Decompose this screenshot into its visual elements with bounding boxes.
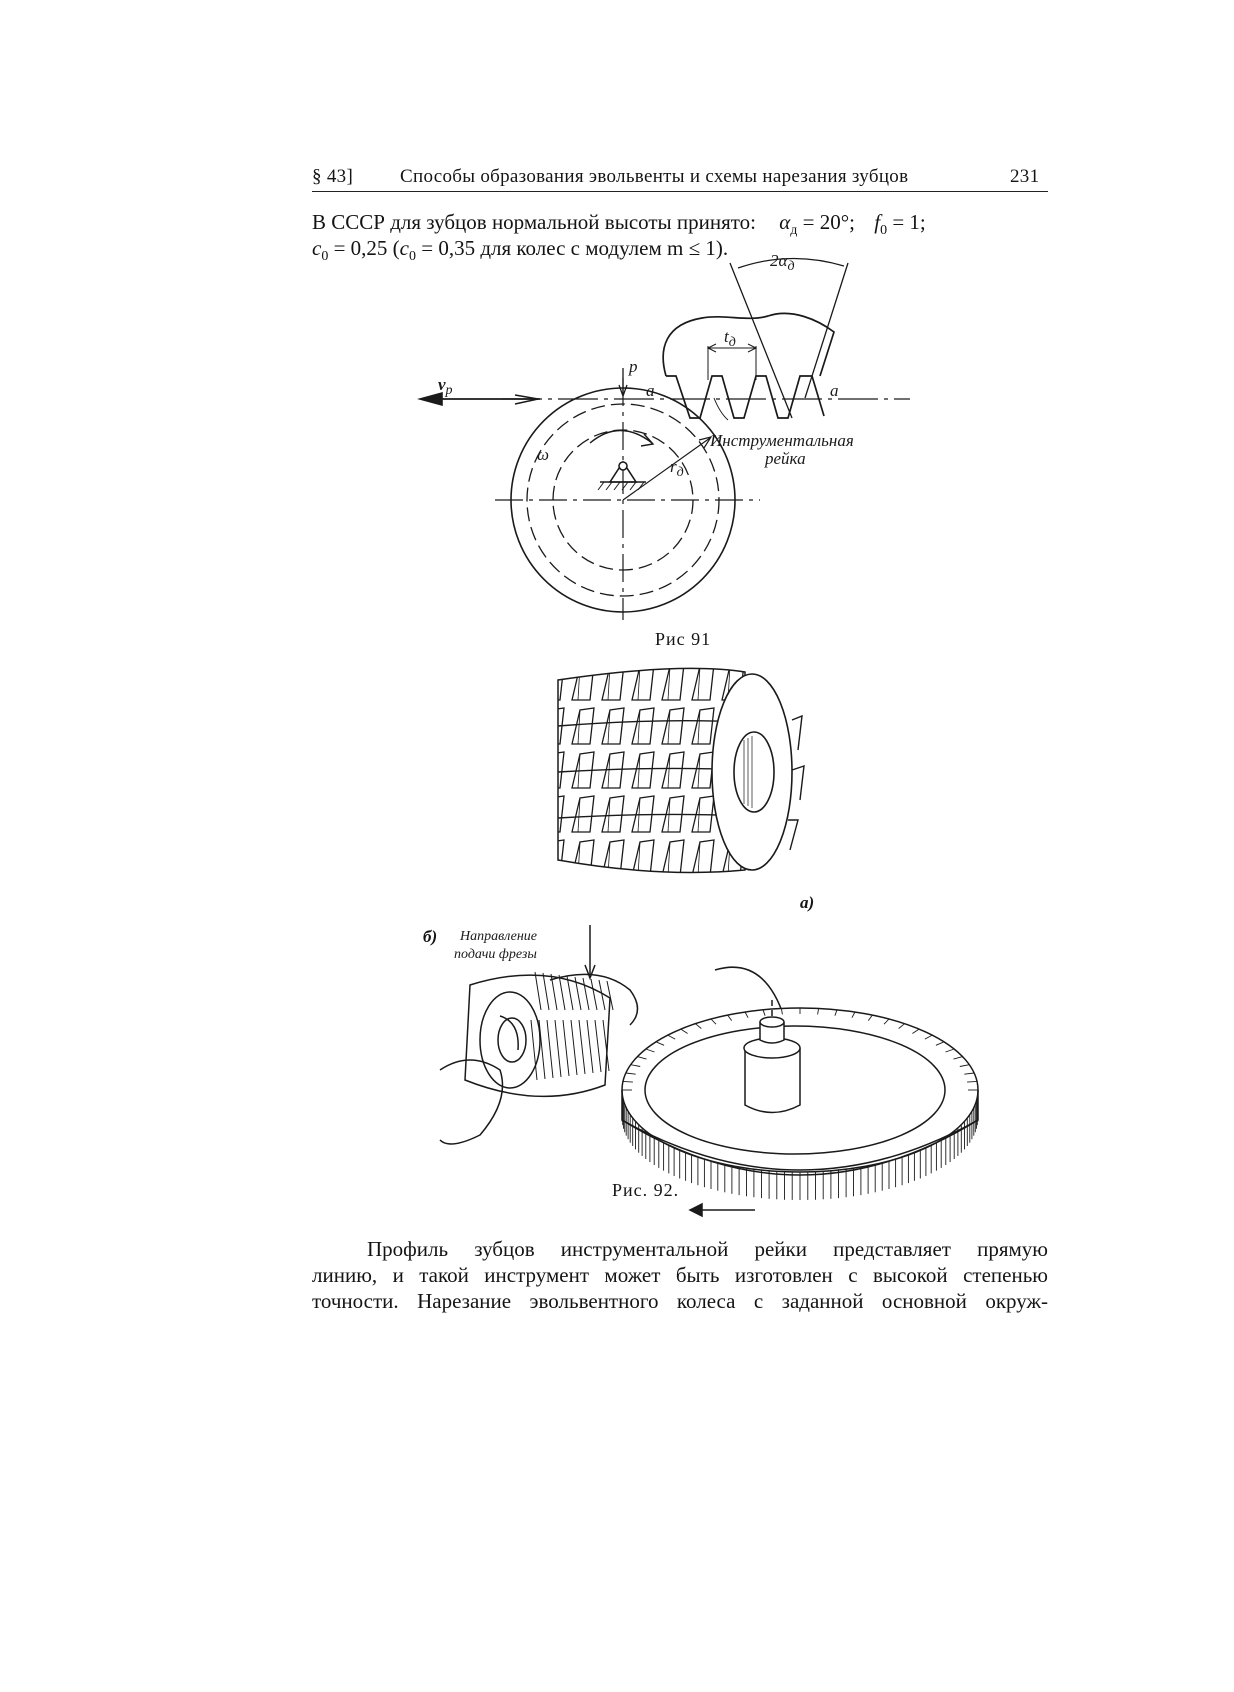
label-a-right: a <box>830 381 839 400</box>
c0b-value: = 0,35 для колес с модулем m ≤ 1). <box>421 236 729 260</box>
feed-label-line1: Направление <box>460 929 538 944</box>
figure-92a-label: а) <box>800 893 815 912</box>
figure-92-caption: Рис. 92. <box>612 1180 680 1200</box>
c0-subscript: 0 <box>321 249 329 265</box>
body-line-2: линию, и такой инструмент может быть изготовлен с высокой степенью <box>312 1263 1048 1287</box>
f0-symbol: f <box>874 210 881 234</box>
intro-text: В СССР для зубцов нормальной высоты принято: <box>312 210 757 234</box>
label-a-left: a <box>646 381 655 400</box>
radius-arrow <box>623 438 710 500</box>
f0-value: = 1; <box>892 210 926 234</box>
f0-subscript: 0 <box>880 223 888 239</box>
c0-value: = 0,25 ( <box>333 236 400 260</box>
feed-label-line2: подачи фрезы <box>454 947 537 962</box>
label-rack-line1: Инструментальная <box>710 431 854 450</box>
page-number: 231 <box>1010 166 1040 187</box>
header-rule <box>312 191 1048 192</box>
body-line-1: Профиль зубцов инструментальной рейки представляет прямую <box>367 1237 1048 1261</box>
pivot-pin <box>619 462 627 470</box>
figure-91-diagram <box>420 251 940 588</box>
hob-bore <box>734 732 774 812</box>
label-rack-line2: рейка <box>765 449 806 468</box>
label-2alpha: $2\alpha_д$ <box>770 251 795 274</box>
label-vp: $v_p$ <box>438 375 453 398</box>
rack-leader-line <box>714 398 728 420</box>
label-t: $t_д$ <box>724 327 736 350</box>
c0b-symbol: c <box>399 236 409 260</box>
running-title: Способы образования эвольвенты и схемы нарезания зубцов <box>400 166 909 187</box>
intro-line-1 <box>312 210 1048 239</box>
label-omega: ω <box>537 445 550 464</box>
alpha-symbol: α <box>779 210 791 234</box>
c0b-subscript: 0 <box>409 249 416 265</box>
bottom-arrowhead <box>690 1204 702 1216</box>
alpha-value: = 20°; <box>802 210 855 234</box>
figure-92b-label: б) <box>423 927 438 946</box>
figure-92a-hob <box>540 660 830 890</box>
figure-91-caption: Рис 91 <box>655 629 712 649</box>
figure-92b-hobbing <box>440 910 980 1230</box>
bolt-top <box>760 1017 784 1027</box>
intro-line-2 <box>312 236 728 265</box>
body-line-3: точности. Нарезание эвольвентного колеса с заданной основной окруж- <box>312 1289 1048 1313</box>
c0-symbol: c <box>312 236 322 260</box>
velocity-arrowhead <box>420 393 442 405</box>
pivot-hatching <box>598 482 644 490</box>
section-number: § 43] <box>312 166 354 187</box>
label-r: $r_д$ <box>670 457 684 480</box>
alpha-subscript: д <box>790 223 798 239</box>
label-p: p <box>629 357 638 376</box>
